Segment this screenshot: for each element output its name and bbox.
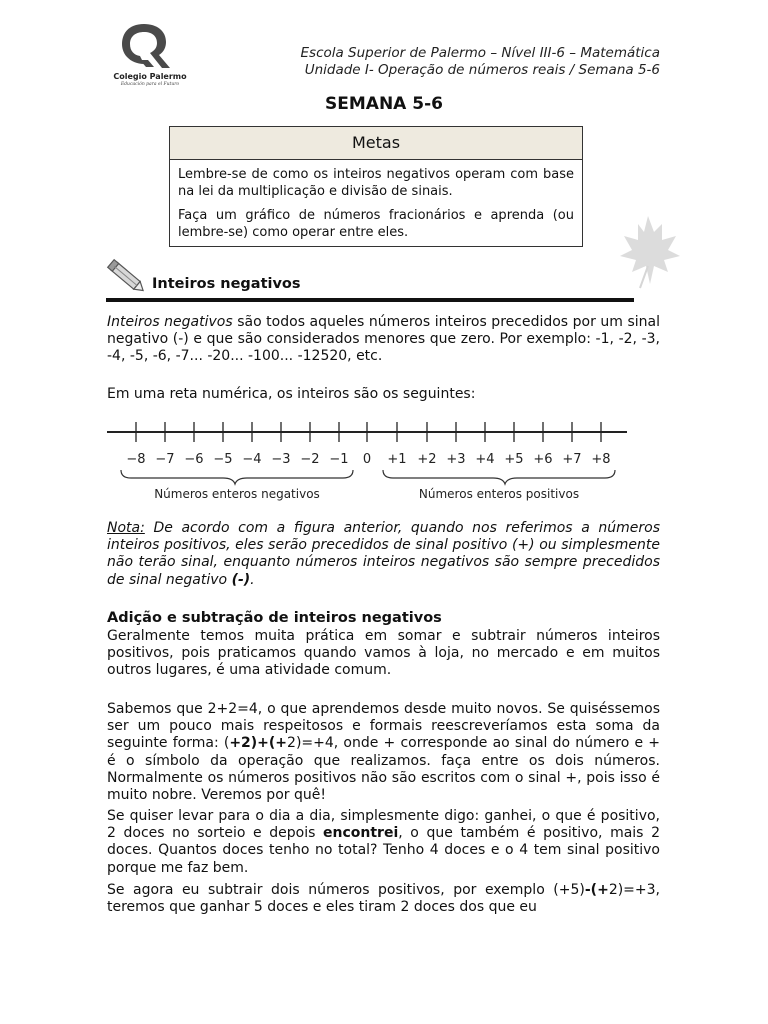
tick-label-neg: −4 [242, 452, 262, 467]
logo-emblem-icon [110, 20, 190, 72]
agora-bold: -(+ [584, 882, 609, 898]
school-name: Colegio Palermo [113, 72, 187, 81]
tick-label-pos: +6 [533, 452, 553, 467]
maple-leaf-icon [610, 210, 686, 290]
goals-title: Metas [170, 127, 582, 160]
goals-body [170, 160, 582, 241]
goals-box [169, 126, 583, 247]
intro-term: Inteiros negativos [107, 314, 233, 330]
tick-label-zero: 0 [362, 452, 372, 467]
numline-intro: Em uma reta numérica, os inteiros são os seguintes: [107, 386, 476, 402]
positive-brace [383, 470, 615, 484]
note-text: De acordo com a figura anterior, quando nos referimos a números inteiros positivos, eles serão precedidos de sinal positivo (+) ou simplesmente não terão sinal, enquanto números inteiros negativos são sempre precedidos de sinal negativo [107, 520, 660, 588]
negative-label: Números enteros negativos [154, 487, 320, 501]
sabemos-bold: +2)+(+ [229, 735, 288, 752]
tick-label-neg: −1 [329, 452, 349, 467]
school-logo [110, 20, 190, 92]
tick-label-neg: −3 [271, 452, 291, 467]
intro-paragraph [107, 314, 660, 366]
header-line-2: Unidade I- Operação de números reais / Semana 5-6 [304, 62, 660, 78]
paragraph-sabemos [107, 701, 660, 804]
tick-label-pos: +8 [591, 452, 611, 467]
tick-label-pos: +7 [562, 452, 582, 467]
sabemos-text-c: 2)=+4, onde + corresponde ao sinal do número e + é o símbolo da operação que realizamos. faça entre os dois números. Normalmente os números positivos não são escritos com o sinal +, pois isso é muito nobre. Veremos por quê! [107, 735, 660, 804]
levar-text-c: , o que também é positivo, mais 2 doces. Quantos doces tenho no total? Tenho 4 doces e o 4 tem sinal positivo porque me faz bem. [107, 825, 660, 876]
goal-item: Faça um gráfico de números fracionários e aprenda (ou lembre-se) como operar entre eles. [178, 208, 574, 240]
number-line [105, 418, 630, 508]
positive-label: Números enteros positivos [418, 487, 580, 501]
tick-label-neg: −8 [126, 452, 146, 467]
paragraph-levar [107, 808, 660, 877]
tick-label-pos: +5 [504, 452, 524, 467]
tick-label-pos: +3 [446, 452, 466, 467]
header-line-1: Escola Superior de Palermo – Nível III-6 – Matemática [300, 45, 660, 61]
section-divider [106, 298, 634, 302]
negative-brace [121, 470, 353, 484]
tick-label-pos: +2 [417, 452, 437, 467]
tick-label-neg: −2 [300, 452, 320, 467]
school-tagline: Educación para el Futuro [120, 82, 180, 87]
paragraph-agora [107, 882, 660, 916]
intro-text: são todos aqueles números inteiros precedidos por um sinal negativo (-) e que são considerados menores que zero. Por exemplo: -1, -2, -3, -4, -5, -6, -7... -20... -100... -12520, etc. [107, 314, 660, 365]
document-header [301, 45, 661, 79]
note-paragraph [107, 520, 660, 589]
page-title: SEMANA 5-6 [325, 94, 443, 114]
note-bold: (-) [231, 571, 251, 588]
tick-label-neg: −5 [213, 452, 233, 467]
pencil-icon [104, 256, 150, 298]
subsection-title: Adição e subtração de inteiros negativos [107, 610, 442, 626]
tick-label-neg: −6 [184, 452, 204, 467]
goal-item: Lembre-se de como os inteiros negativos operam com base na lei da multiplicação e divisão de sinais. [178, 167, 574, 199]
tick-label-pos: +1 [387, 452, 407, 467]
agora-text-c: 2)=+3, teremos que ganhar 5 doces e eles tiram 2 doces dos que eu [107, 882, 660, 916]
levar-bold: encontrei [323, 825, 399, 842]
sabemos-text-a: Sabemos que 2+2=4, o que aprendemos desde muito novos. Se quiséssemos ser um pouco mais respeitosos e formais reescreveríamos esta soma da seguinte forma: ( [107, 701, 660, 752]
note-end: . [250, 571, 255, 588]
tick-label-neg: −7 [155, 452, 175, 467]
paragraph-geral: Geralmente temos muita prática em somar e subtrair números inteiros positivos, pois praticamos quando vamos à loja, no mercado e em muitos outros lugares, é uma atividade comum. [107, 628, 660, 679]
levar-text-a: Se quiser levar para o dia a dia, simplesmente digo: ganhei, o que é positivo, 2 doces no sorteio e depois [107, 808, 660, 842]
note-label: Nota: [107, 520, 145, 536]
section-title: Inteiros negativos [152, 276, 301, 292]
tick-label-pos: +4 [475, 452, 495, 467]
agora-text-a: Se agora eu subtrair dois números positivos, por exemplo (+5) [107, 882, 585, 898]
